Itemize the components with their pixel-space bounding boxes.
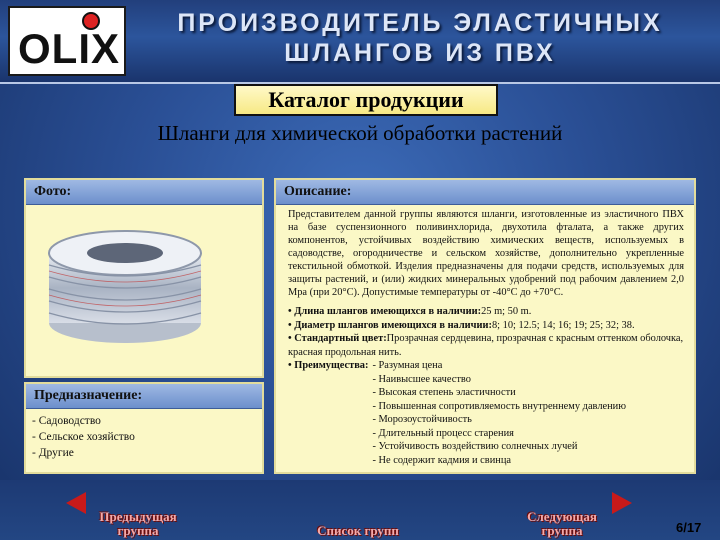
advantage-item: - Не содержит кадмия и свинца — [372, 454, 511, 466]
polix-logo — [8, 6, 126, 76]
photo-panel-title: Фото: — [26, 180, 262, 205]
purpose-panel — [24, 382, 264, 474]
arrow-left-icon[interactable] — [66, 492, 86, 514]
header-bar — [0, 0, 720, 84]
logo-text: OLIX — [18, 25, 121, 72]
next-group-label-line2: группа — [541, 523, 583, 538]
spec-color — [288, 332, 684, 359]
prev-group-button[interactable] — [92, 510, 184, 538]
description-panel — [274, 178, 696, 474]
spec-lengths-value: 25 m; 50 m. — [481, 306, 532, 317]
spec-diameters-value: 8; 10; 12.5; 14; 16; 19; 25; 32; 38. — [491, 319, 635, 331]
next-group-button[interactable] — [516, 510, 608, 538]
advantage-item: - Устойчивость воздействию солнечных лучей — [372, 441, 578, 452]
spec-color-label: • Стандартный цвет: — [288, 333, 387, 344]
purpose-item: - Сельское хозяйство — [32, 431, 135, 443]
spec-lengths-label: • Длина шлангов имеющихся в наличии: — [288, 306, 482, 317]
spec-diameters-label: • Диаметр шлангов имеющихся в наличии: — [288, 319, 492, 331]
product-group-title: Шланги для химической обработки растений — [157, 121, 563, 145]
advantages-list — [368, 359, 626, 467]
purpose-item: - Другие — [32, 447, 74, 459]
description-panel-title: Описание: — [276, 180, 694, 205]
advantage-item: - Разумная цена — [372, 360, 443, 371]
purpose-item: - Садоводство — [32, 415, 101, 427]
spec-advantages-label: • Преимущества: — [288, 360, 369, 371]
spec-diameters — [288, 319, 684, 333]
prev-group-label-line1: Предыдущая — [99, 509, 177, 524]
advantage-item: - Наивысшее качество — [372, 373, 471, 385]
purpose-list — [26, 409, 262, 465]
purpose-panel-title: Предназначение: — [26, 384, 262, 409]
hose-coil-image — [36, 225, 214, 345]
page-number: 6/17 — [676, 520, 702, 535]
next-group-label-line1: Следующая — [527, 509, 597, 524]
arrow-right-icon[interactable] — [612, 492, 632, 514]
advantage-item: - Морозоустойчивость — [372, 414, 472, 425]
brand-title-line2: ШЛАНГОВ ИЗ ПВХ — [284, 39, 556, 67]
advantage-item: - Длительный процесс старения — [372, 427, 514, 439]
spec-advantages — [288, 359, 684, 467]
advantage-item: - Высокая степень эластичности — [372, 387, 516, 398]
brand-title — [130, 8, 710, 68]
brand-title-line1: ПРОИЗВОДИТЕЛЬ ЭЛАСТИЧНЫХ — [177, 9, 663, 37]
group-list-button[interactable]: Список групп — [317, 523, 399, 538]
advantage-item: - Повышенная сопротивляемость внутреннему давлению — [372, 400, 627, 412]
specs-list — [276, 299, 694, 467]
description-text: Представителем данной группы являются шланги, изготовленные из эластичного ПВХ на базе суспензионного поливинхлорида, двухотила фталата, а также других компонентов, устойчивых воздействию химических веществ, используемых в садоводстве, огородничестве и сельском хозяйстве, дополнительно укрепленные текстильной обмоткой. Изделия предназначены для подачи средств, используемых для защиты растений, и (или) жидких минеральных удобрений под рабочим давлением 2,0 Мра (при 20°С). Допустимые температуры от -40°С до +70°С. — [288, 209, 684, 298]
prev-group-label-line2: группа — [117, 523, 159, 538]
catalog-banner: Каталог продукции — [234, 84, 498, 116]
spec-lengths — [288, 305, 684, 319]
spec-color-value: Прозрачная сердцевина, прозрачная с красным оттенком оболочка, красная продольная нить. — [288, 333, 684, 358]
